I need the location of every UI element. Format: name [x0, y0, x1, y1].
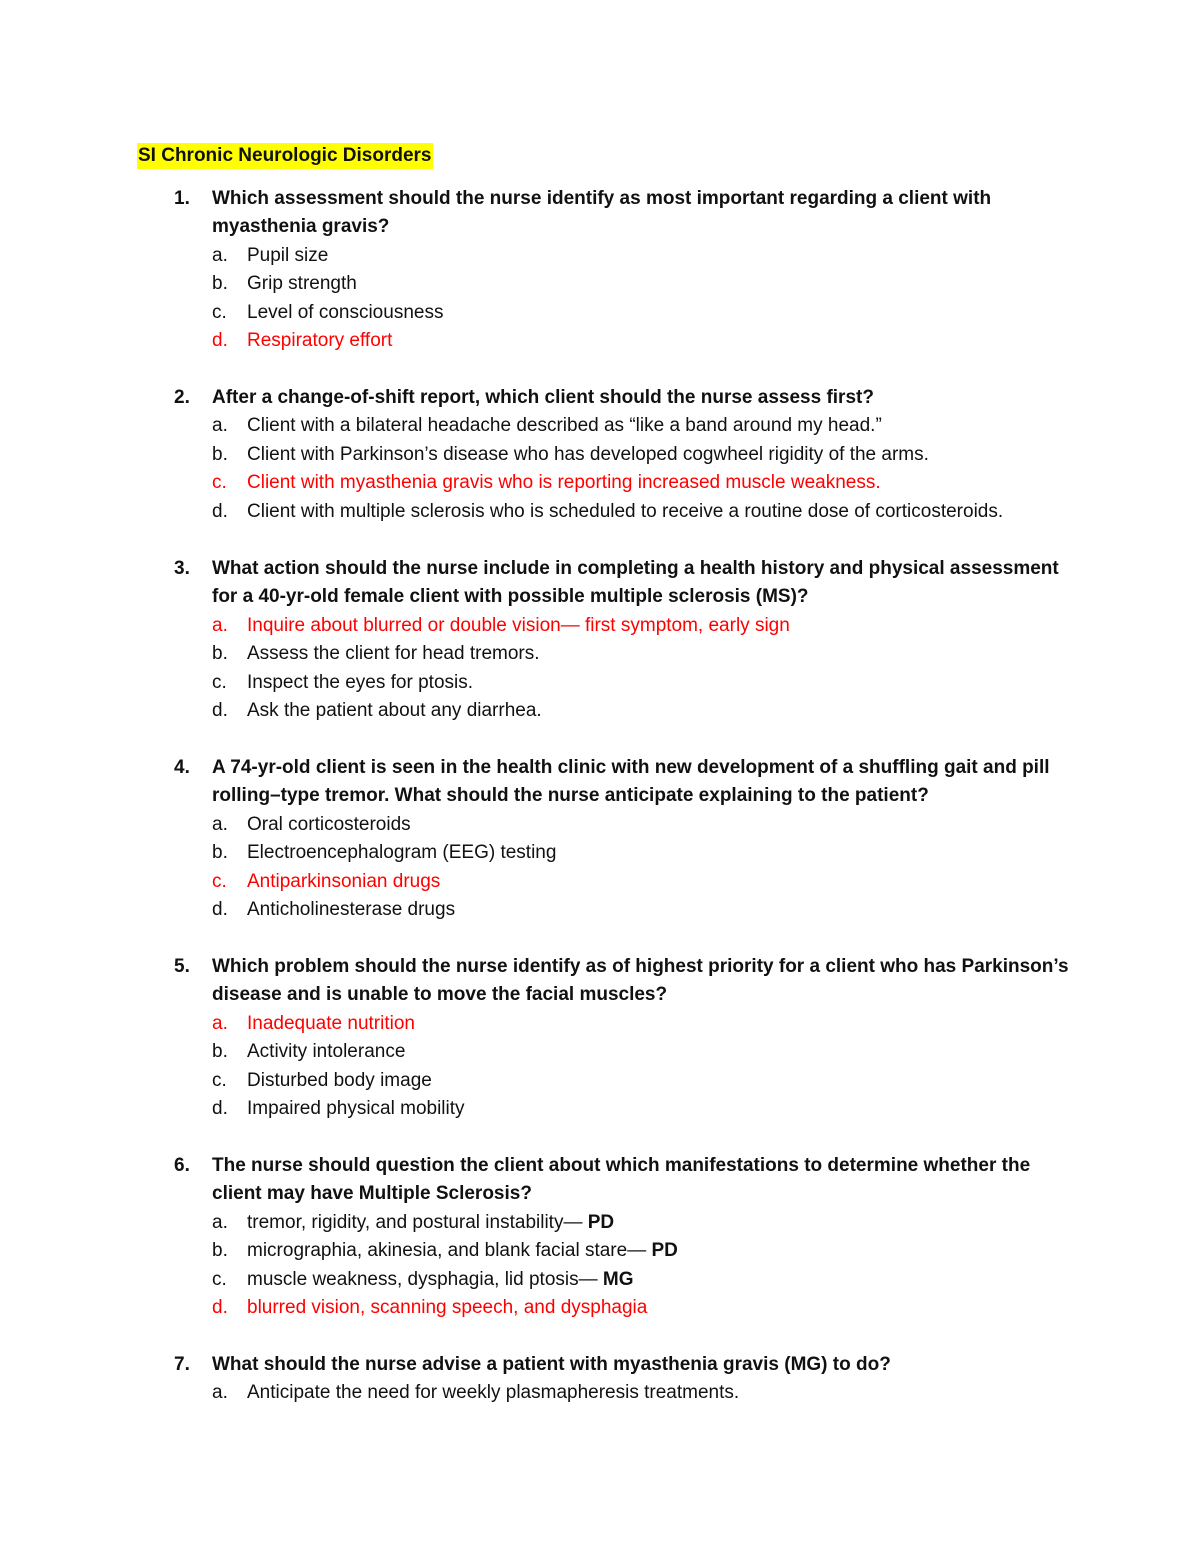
- option-text-wrap: [247, 1095, 465, 1123]
- answer-option: [0, 1209, 1200, 1237]
- answer-option: [0, 1095, 1200, 1123]
- question-text: What should the nurse advise a patient with myasthenia gravis (MG) to do?: [212, 1354, 891, 1375]
- answer-option: [0, 242, 1200, 270]
- option-text: Client with multiple sclerosis who is scheduled to receive a routine dose of corticosteroids.: [247, 500, 1004, 522]
- option-text: Activity intolerance: [247, 1041, 406, 1063]
- option-text-wrap: [247, 412, 882, 440]
- answer-option: [0, 412, 1200, 440]
- option-text: Client with myasthenia gravis who is reporting increased muscle weakness.: [247, 472, 881, 494]
- option-text: Antiparkinsonian drugs: [247, 870, 441, 892]
- answer-option: [0, 896, 1200, 924]
- option-letter: b.: [212, 273, 228, 295]
- answer-option: [0, 1010, 1200, 1038]
- option-text-wrap: [247, 839, 556, 867]
- answer-option: [0, 1379, 1200, 1407]
- answer-option: [0, 441, 1200, 469]
- option-hint: PD: [587, 1211, 615, 1233]
- question-number: 5.: [174, 956, 190, 977]
- question-number: 4.: [174, 757, 190, 778]
- option-text-wrap: [247, 441, 929, 469]
- question-text: Which assessment should the nurse identify as most important regarding a client with myasthenia gravis?: [212, 188, 992, 238]
- answer-option: [0, 498, 1200, 526]
- option-letter: c.: [212, 1268, 227, 1290]
- option-text-wrap: [247, 299, 443, 327]
- question-number: 6.: [174, 1155, 190, 1176]
- answer-options: [0, 811, 1200, 925]
- answer-option: [0, 1237, 1200, 1265]
- option-text-wrap: [247, 640, 540, 668]
- option-text-wrap: [247, 1038, 405, 1066]
- question-text: What action should the nurse include in completing a health history and physical assessment for a 40-yr-old female client with possible multiple sclerosis (MS)?: [212, 558, 1059, 608]
- option-text-wrap: [247, 270, 357, 298]
- option-hint: MG: [602, 1268, 634, 1290]
- option-text: Client with Parkinson’s disease who has developed cogwheel rigidity of the arms.: [247, 443, 929, 465]
- answer-option: [0, 669, 1200, 697]
- question-text: After a change-of-shift report, which client should the nurse assess first?: [212, 387, 874, 408]
- option-letter: a.: [212, 813, 228, 835]
- question-text: The nurse should question the client about which manifestations to determine whether the client may have Multiple Sclerosis?: [212, 1155, 1031, 1205]
- option-text: blurred vision, scanning speech, and dysphagia: [247, 1296, 648, 1318]
- question-number: 1.: [174, 188, 190, 209]
- option-letter: b.: [212, 1041, 228, 1063]
- option-text: Pupil size: [247, 244, 329, 266]
- option-letter: a.: [212, 1012, 228, 1034]
- answer-options: [0, 1209, 1200, 1323]
- option-letter: a.: [212, 415, 228, 437]
- option-letter: a.: [212, 244, 228, 266]
- option-text: muscle weakness, dysphagia, lid ptosis—: [247, 1268, 603, 1290]
- option-text: Electroencephalogram (EEG) testing: [247, 842, 557, 864]
- option-letter: d.: [212, 1097, 228, 1119]
- option-text: Respiratory effort: [247, 329, 393, 351]
- answer-option: [0, 469, 1200, 497]
- option-text-wrap: [247, 242, 328, 270]
- option-letter: a.: [212, 614, 228, 636]
- option-text-wrap: [247, 469, 881, 497]
- option-text: Level of consciousness: [247, 301, 444, 323]
- option-letter: b.: [212, 643, 228, 665]
- option-text: tremor, rigidity, and postural instability—: [247, 1211, 588, 1233]
- option-letter: d.: [212, 898, 228, 920]
- option-letter: c.: [212, 870, 227, 892]
- option-letter: a.: [212, 1382, 228, 1404]
- option-letter: a.: [212, 1211, 228, 1233]
- option-text: Disturbed body image: [247, 1069, 432, 1091]
- answer-option: [0, 811, 1200, 839]
- answer-option: [0, 327, 1200, 355]
- question-number: 2.: [174, 387, 190, 408]
- answer-option: [0, 1266, 1200, 1294]
- option-letter: c.: [212, 671, 227, 693]
- answer-options: [0, 1379, 1200, 1407]
- option-text-wrap: [247, 1237, 678, 1265]
- option-text: Inquire about blurred or double vision— first symptom, early sign: [247, 614, 790, 636]
- option-text: Oral corticosteroids: [247, 813, 411, 835]
- option-text-wrap: [247, 1266, 634, 1294]
- option-text: Inspect the eyes for ptosis.: [247, 671, 474, 693]
- option-letter: d.: [212, 329, 228, 351]
- option-text: Anticipate the need for weekly plasmapheresis treatments.: [247, 1382, 740, 1404]
- answer-option: [0, 270, 1200, 298]
- option-text-wrap: [247, 896, 455, 924]
- question-number: 7.: [174, 1354, 190, 1375]
- option-text: Assess the client for head tremors.: [247, 643, 540, 665]
- option-text: Inadequate nutrition: [247, 1012, 415, 1034]
- option-letter: d.: [212, 500, 228, 522]
- option-text-wrap: [247, 327, 392, 355]
- option-hint: PD: [651, 1240, 678, 1262]
- answer-options: [0, 1010, 1200, 1124]
- option-letter: c.: [212, 1069, 227, 1091]
- option-letter: b.: [212, 842, 228, 864]
- document-title: SI Chronic Neurologic Disorders: [137, 143, 433, 169]
- answer-option: [0, 299, 1200, 327]
- answer-option: [0, 839, 1200, 867]
- option-text-wrap: [247, 811, 411, 839]
- option-text: Ask the patient about any diarrhea.: [247, 699, 542, 721]
- option-text-wrap: [247, 868, 440, 896]
- answer-option: [0, 1038, 1200, 1066]
- option-text-wrap: [247, 498, 1003, 526]
- option-text-wrap: [247, 1209, 614, 1237]
- option-text-wrap: [247, 697, 542, 725]
- answer-options: [0, 412, 1200, 526]
- answer-option: [0, 612, 1200, 640]
- option-text-wrap: [247, 1294, 647, 1322]
- option-text-wrap: [247, 1379, 739, 1407]
- option-text: Anticholinesterase drugs: [247, 898, 456, 920]
- option-letter: b.: [212, 1240, 228, 1262]
- answer-option: [0, 640, 1200, 668]
- option-letter: b.: [212, 443, 228, 465]
- option-text-wrap: [247, 612, 790, 640]
- answer-option: [0, 1294, 1200, 1322]
- option-text: Grip strength: [247, 273, 357, 295]
- answer-option: [0, 697, 1200, 725]
- question-text: A 74-yr-old client is seen in the health clinic with new development of a shuffling gait and pill rolling–type tremor. What should the nurse anticipate explaining to the patient?: [212, 757, 1050, 807]
- option-text-wrap: [247, 1010, 415, 1038]
- question-number: 3.: [174, 558, 190, 579]
- answer-options: [0, 612, 1200, 726]
- option-text-wrap: [247, 1067, 432, 1095]
- answer-option: [0, 1067, 1200, 1095]
- option-letter: c.: [212, 301, 227, 323]
- option-letter: c.: [212, 472, 227, 494]
- option-text-wrap: [247, 669, 473, 697]
- answer-option: [0, 868, 1200, 896]
- answer-options: [0, 242, 1200, 356]
- question-text: Which problem should the nurse identify as of highest priority for a client who has Parkinson’s disease and is unable to move the facial muscles?: [212, 956, 1069, 1006]
- option-text: Impaired physical mobility: [247, 1097, 465, 1119]
- option-letter: d.: [212, 1296, 228, 1318]
- option-letter: d.: [212, 699, 228, 721]
- option-text: micrographia, akinesia, and blank facial stare—: [247, 1240, 652, 1262]
- option-text: Client with a bilateral headache described as “like a band around my head.”: [247, 415, 882, 437]
